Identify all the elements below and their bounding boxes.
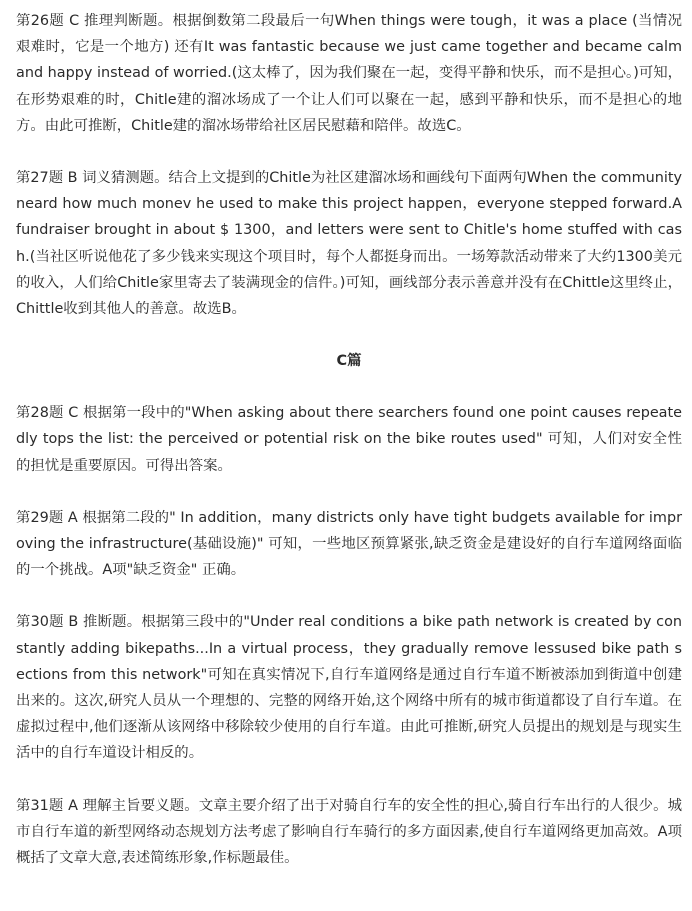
answer-q31-paragraph: 第31题 A 理解主旨要义题。文章主要介绍了出于对骑自行车的安全性的担心,骑自行车出行的人很少。城市自行车道的新型网络动态规划方法考虑了影响自行车骑行的多方面因素,使自行车道网络更加高效。A项概括了文章大意,表述简练形象,作标题最佳。 [16, 797, 682, 867]
paragraph-spacer [16, 479, 682, 505]
paragraph-spacer [16, 583, 682, 609]
paragraph-spacer [16, 374, 682, 400]
answer-q30-paragraph: 第30题 B 推断题。根据第三段中的"Under real conditions a bike path network is created by constantly adding bikepaths...In a virtual process，they gradually remove lessused bike path sections from this network"可知在真实情况下,自行车道网络是通过自行车道不断被添加到街道中创建出来的。这次,研究人员从一个理想的、完整的网络开始,这个网络中所有的城市街道都设了自行车道。在虚拟过程中,他们逐渐从该网络中移除较少使用的自行车道。由此可推断,研究人员提出的规划是与现实生活中的自行车道设计相反的。 [16, 614, 682, 762]
paragraph-spacer [16, 139, 682, 165]
answer-q26-paragraph: 第26题 C 推理判断题。根据倒数第二段最后一句When things were tough，it was a place (当情况艰难时，它是一个地方) 还有It was fantastic because we just came together and became calm and happy instead of worried.(这太棒了，因为我们聚在一起，变得平静和快乐，而不是担心。)可知，在形势艰难的时，Chitle建的溜冰场成了一个让人们可以聚在一起，感到平静和快乐，而不是担心的地方。由此可推断，Chitle建的溜冰场带给社区居民慰藉和陪伴。故选C。 [16, 13, 682, 134]
answer-explanations [16, 8, 682, 871]
paragraph-spacer [16, 767, 682, 793]
section-c-heading: C篇 [336, 353, 362, 370]
answer-q27-paragraph: 第27题 B 词义猜测题。结合上文提到的Chitle为社区建溜冰场和画线句下面两句When the communityneard how much monev he used to make this project happen，everyone stepped forward.A fundraiser brought in about $ 1300，and letters were sent to Chitle's home stuffed with cash.(当社区听说他花了多少钱来实现这个项目时，每个人都挺身而出。一场筹款活动带来了大约1300美元的收入，人们给Chitle家里寄去了装满现金的信件。)可知，画线部分表示善意并没有在Chittle这里终止，Chittle收到其他人的善意。故选B。 [16, 170, 682, 318]
answer-q28-paragraph: 第28题 C 根据第一段中的"When asking about there searchers found one point causes repeatedly tops the list: the perceived or potential risk on the bike routes used" 可知，人们对安全性的担忧是重要原因。可得出答案。 [16, 405, 682, 474]
answer-q29-paragraph: 第29题 A 根据第二段的" In addition，many districts only have tight budgets available for improving the infrastructure(基础设施)" 可知，一些地区预算紧张,缺乏资金是建设好的自行车道网络面临的一个挑战。A项"缺乏资金" 正确。 [16, 509, 682, 579]
paragraph-spacer [16, 322, 682, 348]
